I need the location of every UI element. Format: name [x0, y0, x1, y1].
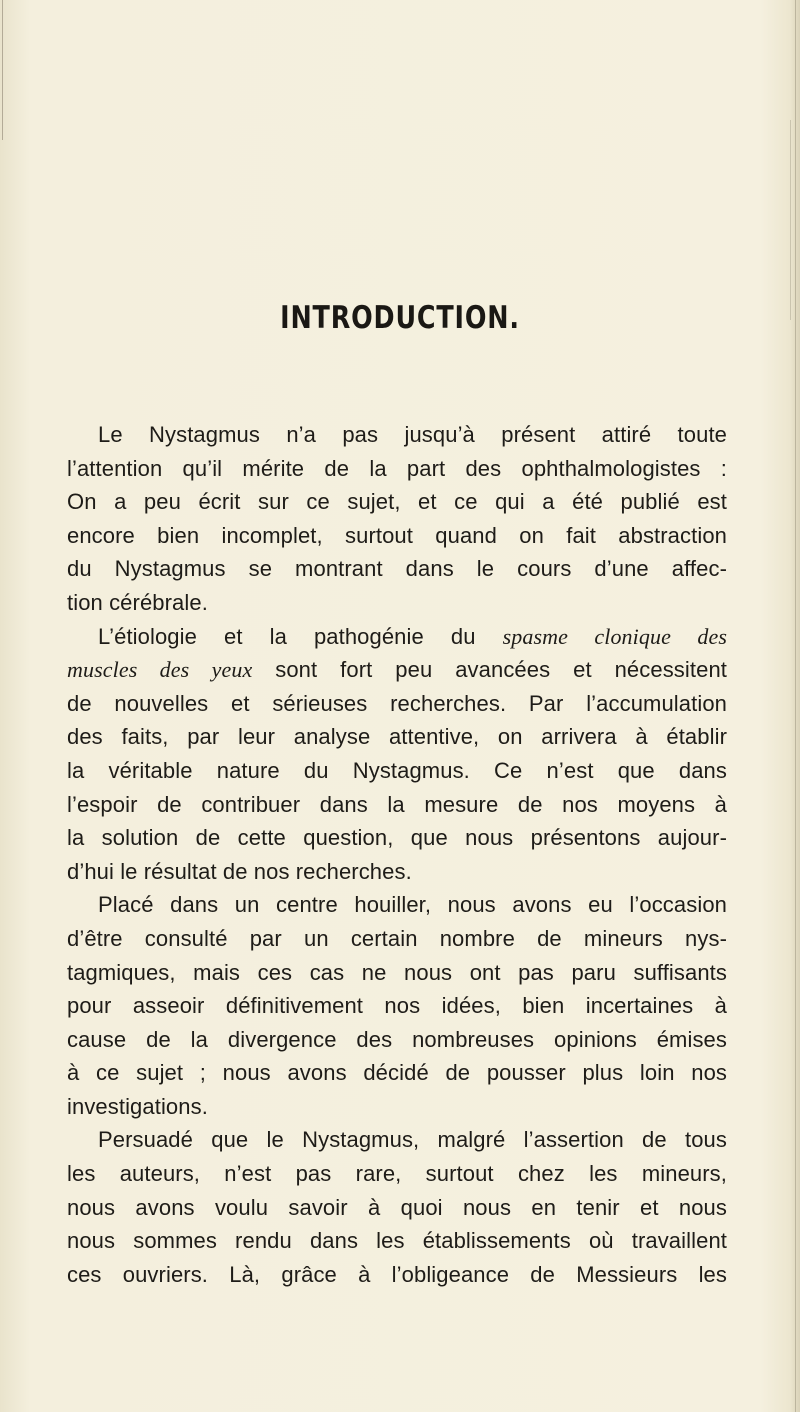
text-line: d’être consulté par un certain nombre de mineurs nys-: [67, 925, 727, 951]
text-run: L’étiologie et la pathogénie du: [98, 623, 503, 649]
page-edge-left: [2, 0, 3, 140]
text-line: pour asseoir définitivement nos idées, bien incertaines à: [67, 993, 727, 1019]
text-line: Placé dans un centre houiller, nous avons eu l’occasion: [98, 892, 727, 918]
text-line: les auteurs, n’est pas rare, surtout chez les mineurs,: [67, 1161, 727, 1187]
text-line: tagmiques, mais ces cas ne nous ont pas paru suffisants: [67, 959, 727, 985]
text-line: On a peu écrit sur ce sujet, et ce qui a été publié est: [67, 489, 727, 515]
text-line: Persuadé que le Nystagmus, malgré l’assertion de tous: [98, 1127, 727, 1153]
text-line: l’espoir de contribuer dans la mesure de nos moyens à: [67, 791, 727, 817]
text-line: Le Nystagmus n’a pas jusqu’à présent attiré toute: [98, 422, 727, 447]
text-run: sont fort peu avancées et nécessitent: [252, 657, 727, 683]
text-line: à ce sujet ; nous avons décidé de pousser plus loin nos: [67, 1060, 727, 1086]
text-line: nous sommes rendu dans les établissements où travaillent: [67, 1228, 727, 1254]
text-line: investigations.: [67, 1093, 208, 1119]
text-line: ces ouvriers. Là, grâce à l’obligeance de Messieurs les: [67, 1261, 727, 1287]
text-line: [67, 653, 727, 687]
text-line: tion cérébrale.: [67, 589, 208, 615]
italic-term: muscles des yeux: [67, 657, 253, 683]
chapter-title: INTRODUCTION.: [280, 300, 520, 336]
italic-term: spasme clonique des: [502, 623, 727, 649]
text-line: encore bien incomplet, surtout quand on fait abstraction: [67, 522, 727, 548]
page-edge-right: [795, 0, 796, 1412]
text-line: l’attention qu’il mérite de la part des ophthalmologistes :: [67, 455, 727, 481]
text-line: du Nystagmus se montrant dans le cours d’une affec-: [67, 556, 727, 582]
page-edge-shadow: [790, 120, 791, 320]
text-line: des faits, par leur analyse attentive, on arrivera à établir: [67, 724, 727, 750]
text-line: la solution de cette question, que nous présentons aujour-: [67, 825, 727, 851]
text-line: d’hui le résultat de nos recherches.: [67, 858, 412, 884]
text-line: [67, 620, 727, 654]
text-line: la véritable nature du Nystagmus. Ce n’est que dans: [67, 757, 727, 783]
text-line: de nouvelles et sérieuses recherches. Par l’accumulation: [67, 690, 727, 716]
text-line: nous avons voulu savoir à quoi nous en tenir et nous: [67, 1194, 727, 1220]
body-text: [67, 418, 727, 1291]
text-line: cause de la divergence des nombreuses opinions émises: [67, 1026, 727, 1052]
